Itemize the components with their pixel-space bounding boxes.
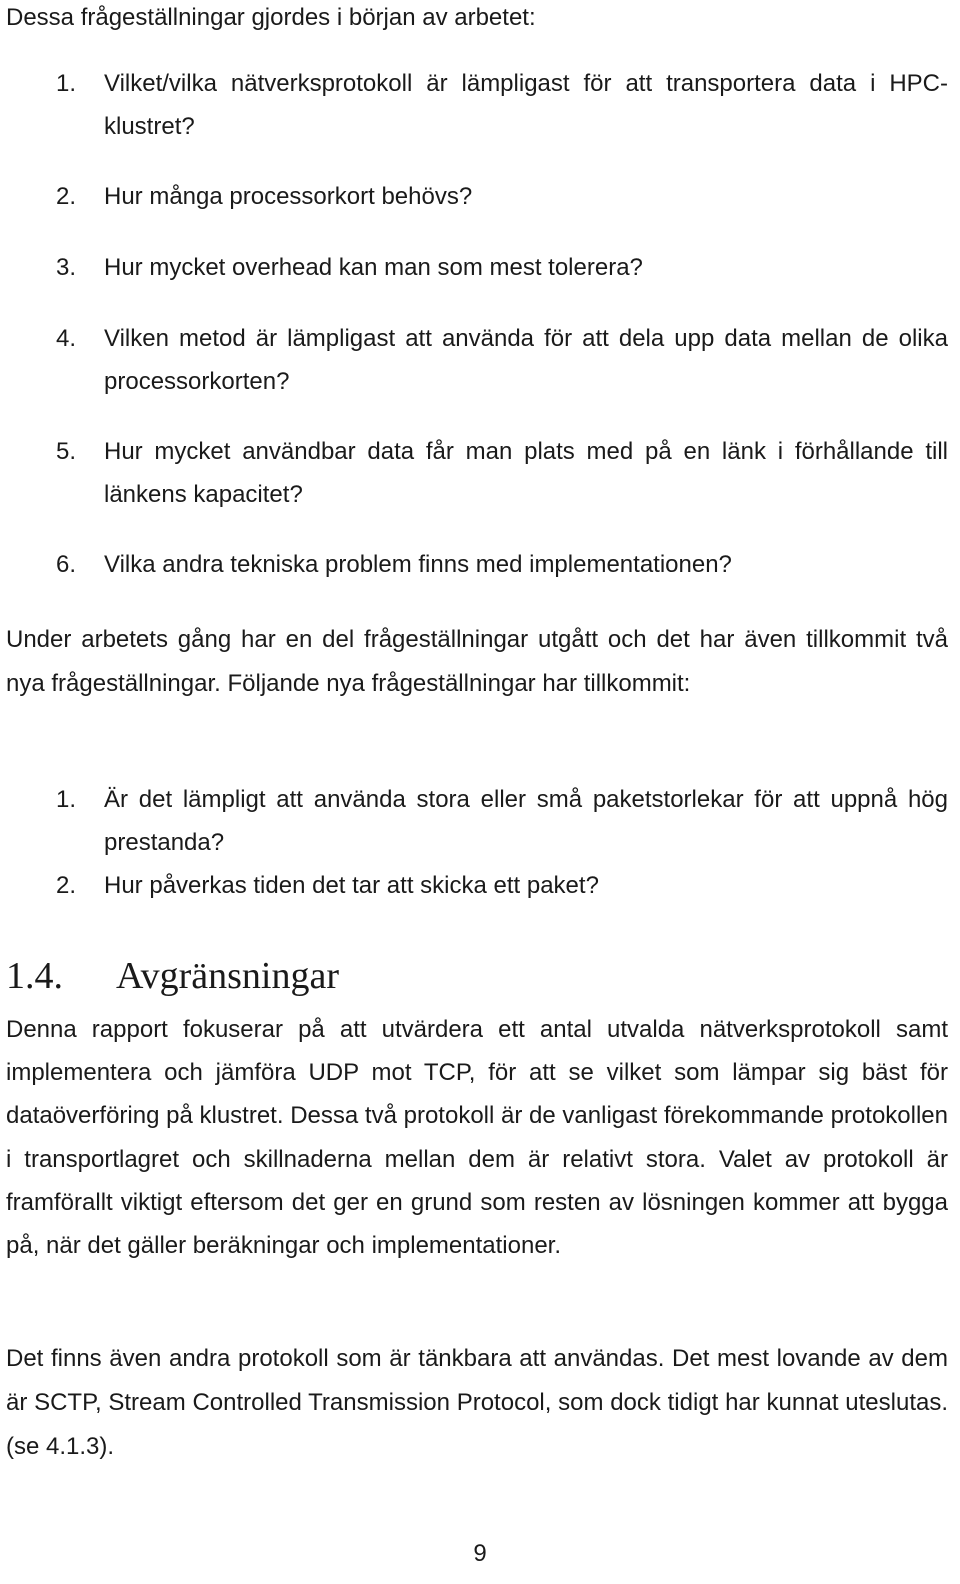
list-item-text: Hur mycket användbar data får man plats med på en länk i förhållande till länkens kapacitet? <box>104 438 948 508</box>
list-item-number: 1. <box>56 786 77 813</box>
intro-text: Dessa frågeställningar gjordes i början av arbetet: <box>6 4 536 31</box>
section-heading <box>6 950 339 1002</box>
list-item <box>56 246 948 290</box>
list-item-number: 2. <box>56 872 77 899</box>
list-item <box>56 175 948 219</box>
list-item-number: 1. <box>56 70 77 97</box>
list-item <box>56 62 948 148</box>
list-item <box>56 864 948 907</box>
paragraph-det-finns: Det finns även andra protokoll som är tänkbara att användas. Det mest lovande av dem är SCTP, Stream Controlled Transmission Protocol, som dock tidigt har kunnat uteslutas. (se 4.1.3). <box>6 1345 948 1460</box>
list-item-text: Vilka andra tekniska problem finns med implementationen? <box>104 551 732 578</box>
list-item <box>56 543 948 587</box>
list-item-text: Är det lämpligt att använda stora eller små paketstorlekar för att uppnå hög prestanda? <box>104 786 948 856</box>
section-title: Avgränsningar <box>116 955 340 997</box>
list-item-text: Hur påverkas tiden det tar att skicka ett paket? <box>104 872 599 899</box>
new-questions-list <box>56 778 948 907</box>
list-item <box>56 778 948 864</box>
paragraph-under-arbetets-gang: Under arbetets gång har en del frågeställningar utgått och det har även tillkommit två nya frågeställningar. Följande nya frågeställningar har tillkommit: <box>6 626 948 697</box>
page-number: 9 <box>473 1540 487 1567</box>
list-item-text: Hur mycket overhead kan man som mest tolerera? <box>104 254 643 281</box>
list-item-text: Hur många processorkort behövs? <box>104 183 473 210</box>
list-item-number: 5. <box>56 438 77 465</box>
section-number: 1.4. <box>6 955 63 997</box>
initial-questions-list <box>56 62 948 614</box>
paragraph-denna-rapport: Denna rapport fokuserar på att utvärdera ett antal utvalda nätverksprotokoll samt implementera och jämföra UDP mot TCP, för att se vilket som lämpar sig bäst för dataöverföring på klustret. Dessa två protokoll är de vanligast förekommande protokollen i transportlagret och skillnaderna mellan dem är relativt stora. Valet av protokoll är framförallt viktigt eftersom det ger en grund som resten av lösningen kommer att bygga på, när det gäller beräkningar och implementationer. <box>6 1016 948 1260</box>
list-item-number: 2. <box>56 183 77 210</box>
list-item-number: 4. <box>56 325 77 352</box>
list-item <box>56 317 948 403</box>
list-item-text: Vilket/vilka nätverksprotokoll är lämpligast för att transportera data i HPC-klustret? <box>104 70 948 140</box>
list-item-number: 3. <box>56 254 77 281</box>
list-item-text: Vilken metod är lämpligast att använda för att dela upp data mellan de olika processorkorten? <box>104 325 948 395</box>
list-item <box>56 430 948 516</box>
list-item-number: 6. <box>56 551 77 578</box>
